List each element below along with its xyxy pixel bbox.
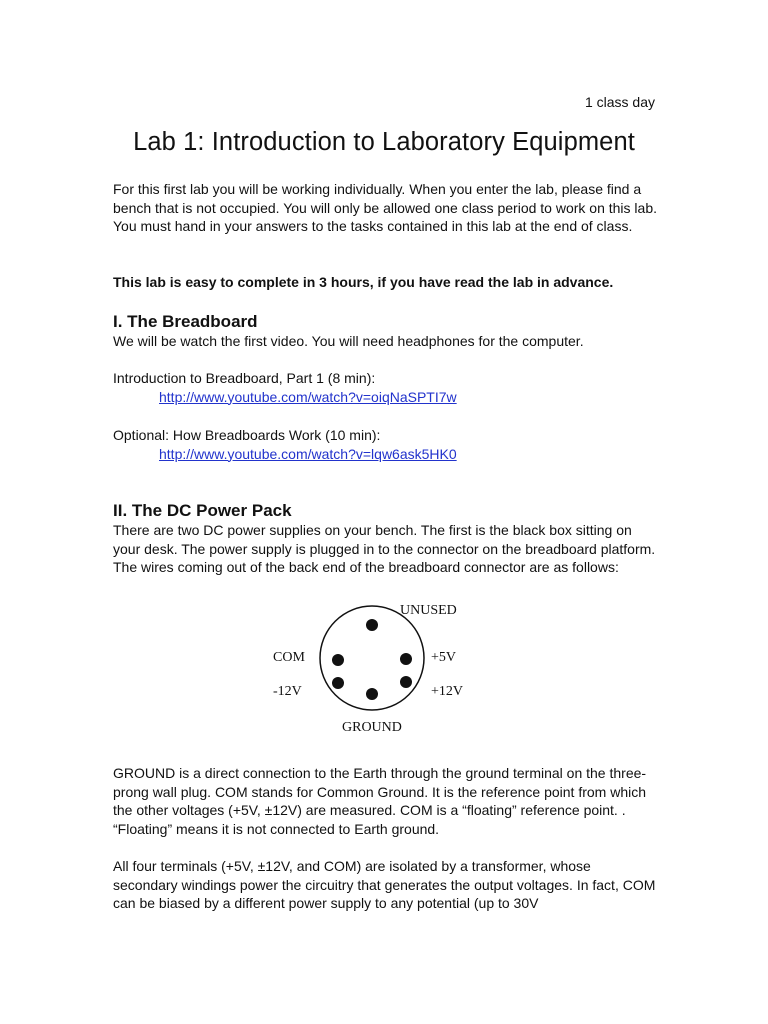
class-day-note: 1 class day — [584, 94, 655, 110]
video2-label: Optional: How Breadboards Work (10 min): — [113, 427, 381, 443]
label-com: COM — [273, 650, 305, 665]
page-title: Lab 1: Introduction to Laboratory Equipment — [133, 128, 635, 156]
video2-block — [113, 426, 658, 463]
video1-block — [113, 369, 658, 406]
video2-link[interactable]: http://www.youtube.com/watch?v=lqw6ask5HK0 — [159, 445, 457, 462]
label-plus5: +5V — [431, 650, 457, 665]
video1-label: Introduction to Breadboard, Part 1 (8 min): — [113, 370, 376, 386]
power-pack-text: There are two DC power supplies on your bench. The first is the black box sitting on your desk. The power supply is plugged in to the connector on the breadboard platform. The wires coming out of the back end of the breadboard connector are as follows: — [113, 522, 656, 575]
label-plus12: +12V — [431, 684, 464, 699]
pin-unused — [366, 619, 378, 631]
label-ground: GROUND — [342, 720, 402, 735]
terminals-paragraph: All four terminals (+5V, ±12V, and COM) are isolated by a transformer, whose secondary windings power the circuitry that generates the output voltages. In fact, COM can be biased by a different power supply to any potential (up to 30V — [113, 858, 656, 911]
label-unused: UNUSED — [400, 603, 457, 618]
video1-link[interactable]: http://www.youtube.com/watch?v=oiqNaSPTI7w — [159, 388, 457, 405]
connector-pinout-diagram — [262, 600, 482, 740]
intro-paragraph-block — [113, 180, 658, 236]
section-power-pack — [113, 501, 658, 577]
advance-note-block — [113, 273, 658, 292]
advance-note: This lab is easy to complete in 3 hours, if you have read the lab in advance. — [113, 274, 614, 290]
section-breadboard — [113, 312, 658, 351]
pin-plus12 — [400, 676, 412, 688]
pin-minus12 — [332, 677, 344, 689]
label-minus12: -12V — [273, 684, 302, 699]
section-heading-power-pack: II. The DC Power Pack — [113, 501, 292, 520]
section-heading-breadboard: I. The Breadboard — [113, 312, 258, 331]
pin-ground — [366, 688, 378, 700]
pin-plus5 — [400, 653, 412, 665]
ground-paragraph: GROUND is a direct connection to the Earth through the ground terminal on the three-prong wall plug. COM stands for Common Ground. It is the reference point from which the other voltages (+5V, ±12V) are measured. COM is a “floating” reference point. . “Floating” means it is not connected to Earth ground. — [113, 765, 647, 837]
intro-paragraph: For this first lab you will be working individually. When you enter the lab, please find a bench that is not occupied. You will only be allowed one class period to work on this lab. You must hand in your answers to the tasks contained in this lab at the end of class. — [113, 181, 658, 234]
pin-com — [332, 654, 344, 666]
ground-paragraph-block — [113, 764, 658, 838]
terminals-paragraph-block — [113, 857, 658, 913]
breadboard-text: We will be watch the first video. You will need headphones for the computer. — [113, 333, 584, 349]
